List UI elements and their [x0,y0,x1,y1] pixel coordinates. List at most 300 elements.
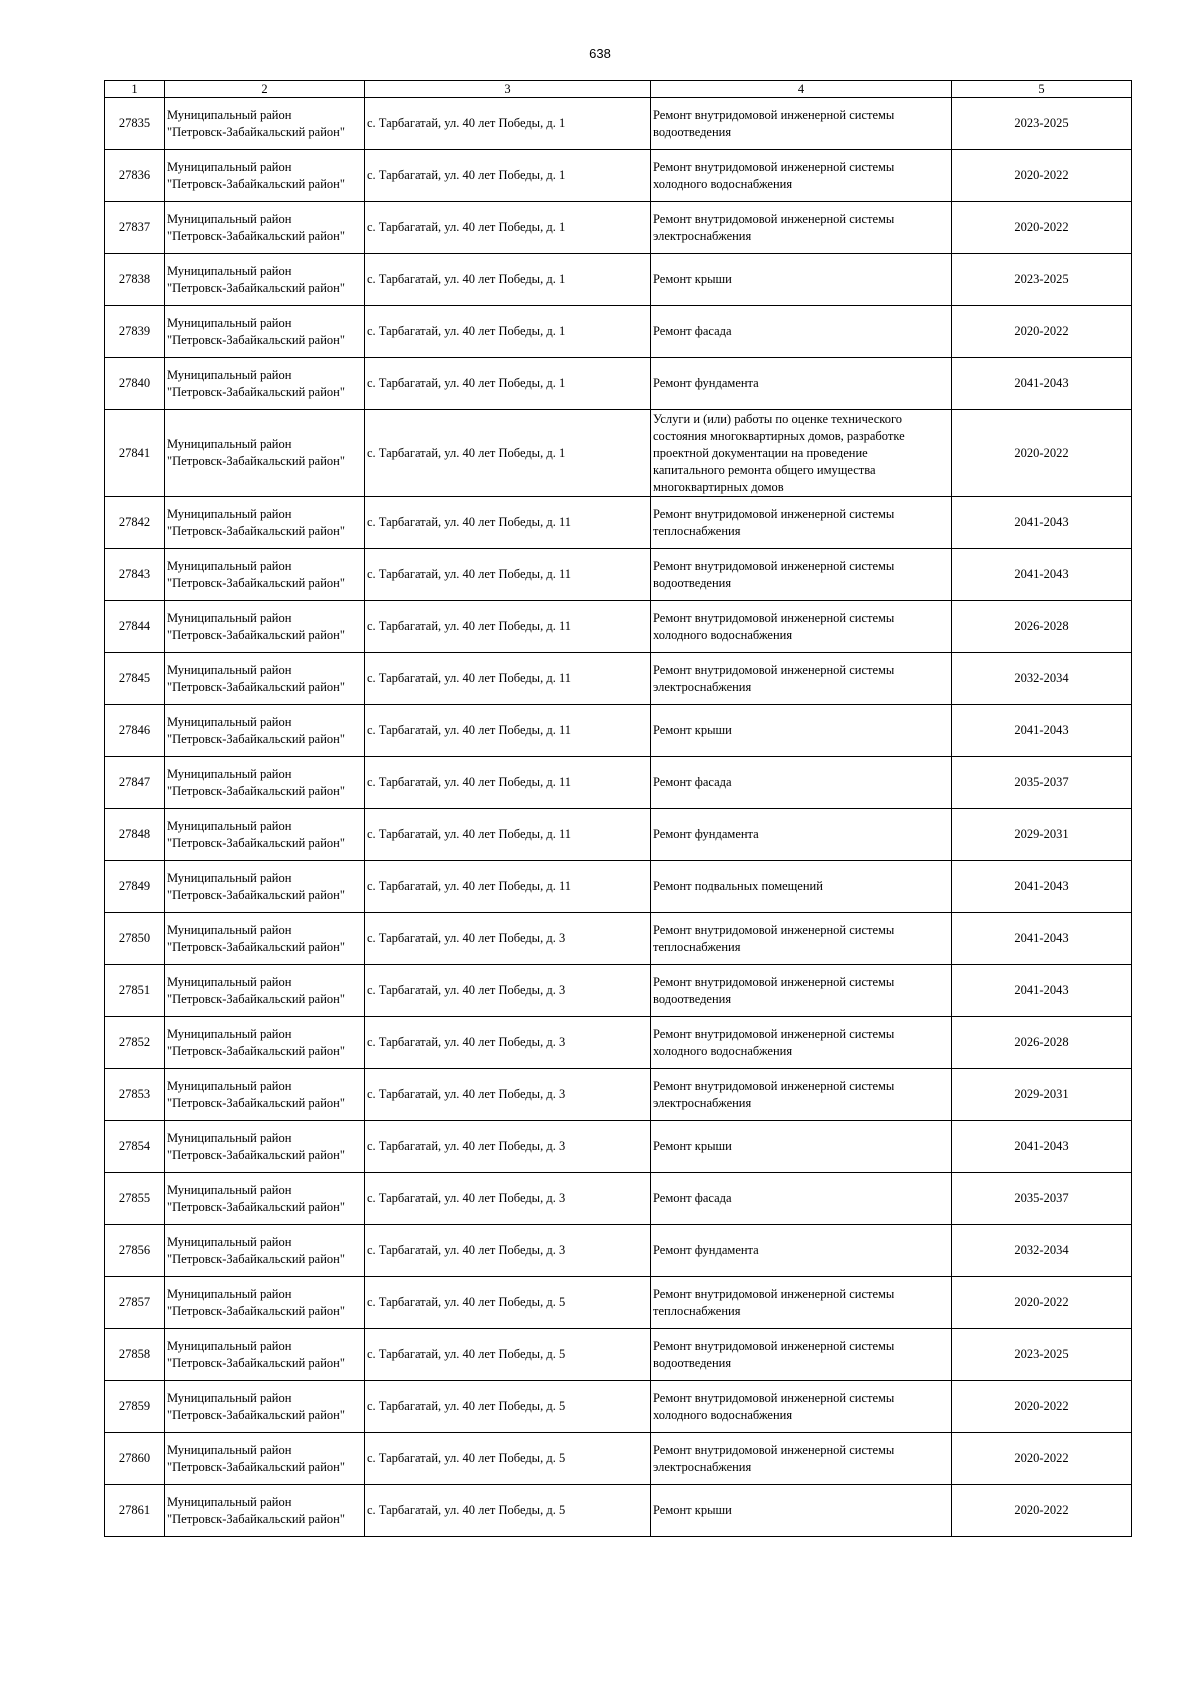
period-cell [952,1329,1132,1381]
address-cell [365,1381,651,1433]
period-cell [952,1173,1132,1225]
table-row [105,98,1132,150]
municipality-cell [165,913,365,965]
row-number [105,809,165,861]
municipality-cell [165,306,365,358]
municipality-cell [165,1485,365,1537]
table-row [105,150,1132,202]
address-cell-text: с. Тарбагатай, ул. 40 лет Победы, д. 1 [367,376,566,390]
municipality-cell-text: Муниципальный район "Петровск-Забайкальский район" [167,159,345,191]
municipality-cell [165,497,365,549]
row-number-text: 27851 [118,983,151,997]
row-number-text: 27852 [118,1035,151,1049]
address-cell-text: с. Тарбагатай, ул. 40 лет Победы, д. 5 [367,1503,566,1517]
period-cell-text: 2035-2037 [1014,775,1069,789]
address-cell [365,861,651,913]
municipality-cell-text: Муниципальный район "Петровск-Забайкальский район" [167,870,345,902]
work-type-cell-text: Ремонт фундамента [653,376,759,390]
work-type-cell [651,98,952,150]
period-cell [952,98,1132,150]
municipality-cell [165,1017,365,1069]
period-cell-text: 2020-2022 [1014,324,1069,338]
table-row [105,1225,1132,1277]
municipality-cell [165,601,365,653]
table-row [105,1485,1132,1537]
work-type-cell-text: Ремонт крыши [653,1139,732,1153]
row-number [105,1225,165,1277]
address-cell-text: с. Тарбагатай, ул. 40 лет Победы, д. 5 [367,1451,566,1465]
table-row [105,705,1132,757]
table-row [105,1433,1132,1485]
row-number [105,202,165,254]
municipality-cell-text: Муниципальный район "Петровск-Забайкальский район" [167,506,345,538]
period-cell [952,254,1132,306]
row-number [105,601,165,653]
municipality-cell-text: Муниципальный район "Петровск-Забайкальский район" [167,437,345,468]
address-cell [365,913,651,965]
work-type-cell [651,757,952,809]
table-row [105,913,1132,965]
period-cell-text: 2020-2022 [1014,168,1069,182]
period-cell-text: 2020-2022 [1014,445,1069,460]
table-row [105,809,1132,861]
work-type-cell [651,1017,952,1069]
row-number-text: 27855 [118,1191,151,1205]
address-cell-text: с. Тарбагатай, ул. 40 лет Победы, д. 3 [367,983,566,997]
municipality-cell [165,965,365,1017]
work-type-cell [651,1069,952,1121]
municipality-cell [165,757,365,809]
table-row [105,1069,1132,1121]
address-cell [365,1433,651,1485]
period-cell-text: 2032-2034 [1014,1243,1069,1257]
municipality-cell-text: Муниципальный район "Петровск-Забайкальский район" [167,1026,345,1058]
municipality-cell-text: Муниципальный район "Петровск-Забайкальский район" [167,662,345,694]
work-type-cell-text: Ремонт внутридомовой инженерной системы водоотведения [653,558,895,590]
address-cell [365,358,651,410]
row-number [105,306,165,358]
period-cell [952,410,1132,497]
row-number-text: 27856 [118,1243,151,1257]
municipality-cell [165,98,365,150]
column-header-3: 3 [365,81,651,98]
work-type-cell-text: Ремонт внутридомовой инженерной системы теплоснабжения [653,922,895,954]
work-type-cell-text: Ремонт внутридомовой инженерной системы холодного водоснабжения [653,1026,895,1058]
municipality-cell [165,1173,365,1225]
period-cell-text: 2029-2031 [1014,1087,1069,1101]
period-cell [952,1381,1132,1433]
municipality-cell [165,202,365,254]
municipality-cell [165,809,365,861]
row-number-text: 27854 [118,1139,151,1153]
row-number-text: 27860 [118,1451,151,1465]
period-cell [952,653,1132,705]
period-cell-text: 2035-2037 [1014,1191,1069,1205]
period-cell-text: 2029-2031 [1014,827,1069,841]
address-cell-text: с. Тарбагатай, ул. 40 лет Победы, д. 11 [367,567,571,581]
work-type-cell-text: Ремонт внутридомовой инженерной системы водоотведения [653,974,895,1006]
page-number: 638 [589,46,611,61]
municipality-cell [165,1381,365,1433]
address-cell [365,705,651,757]
municipality-cell-text: Муниципальный район "Петровск-Забайкальский район" [167,714,345,746]
period-cell-text: 2041-2043 [1014,879,1069,893]
row-number [105,1121,165,1173]
period-cell [952,705,1132,757]
row-number-text: 27839 [118,324,151,338]
table-row [105,653,1132,705]
municipality-cell [165,1121,365,1173]
address-cell [365,1225,651,1277]
period-cell-text: 2023-2025 [1014,1347,1069,1361]
work-type-cell [651,497,952,549]
row-number [105,1329,165,1381]
work-type-cell [651,809,952,861]
repair-schedule-table [104,80,1132,1537]
period-cell-text: 2023-2025 [1014,116,1069,130]
row-number [105,1069,165,1121]
address-cell [365,410,651,497]
table-row [105,254,1132,306]
table-row [105,358,1132,410]
row-number-text: 27837 [118,220,151,234]
row-number [105,254,165,306]
address-cell-text: с. Тарбагатай, ул. 40 лет Победы, д. 3 [367,931,566,945]
row-number [105,98,165,150]
municipality-cell [165,1069,365,1121]
address-cell-text: с. Тарбагатай, ул. 40 лет Победы, д. 11 [367,775,571,789]
row-number [105,410,165,497]
row-number-text: 27849 [118,879,151,893]
address-cell-text: с. Тарбагатай, ул. 40 лет Победы, д. 5 [367,1295,566,1309]
address-cell [365,306,651,358]
address-cell-text: с. Тарбагатай, ул. 40 лет Победы, д. 1 [367,272,566,286]
column-header-2: 2 [165,81,365,98]
work-type-cell [651,202,952,254]
column-header-5: 5 [952,81,1132,98]
row-number [105,1277,165,1329]
work-type-cell [651,1381,952,1433]
row-number-text: 27861 [118,1503,151,1517]
municipality-cell [165,705,365,757]
municipality-cell-text: Муниципальный район "Петровск-Забайкальский район" [167,263,345,295]
period-cell-text: 2020-2022 [1014,1295,1069,1309]
address-cell-text: с. Тарбагатай, ул. 40 лет Победы, д. 11 [367,671,571,685]
work-type-cell [651,965,952,1017]
municipality-cell-text: Муниципальный район "Петровск-Забайкальский район" [167,1494,345,1526]
municipality-cell [165,1433,365,1485]
work-type-cell-text: Услуги и (или) работы по оценке технического состояния многоквартирных домов, разработке проектной документации на проведение капитального ремонта общего имущества многоквартирных домов [653,411,905,494]
address-cell [365,809,651,861]
work-type-cell [651,913,952,965]
municipality-cell [165,150,365,202]
work-type-cell [651,1329,952,1381]
municipality-cell [165,254,365,306]
municipality-cell-text: Муниципальный район "Петровск-Забайкальский район" [167,1130,345,1162]
work-type-cell [651,601,952,653]
period-cell [952,861,1132,913]
period-cell-text: 2026-2028 [1014,1035,1069,1049]
address-cell [365,549,651,601]
period-cell [952,1225,1132,1277]
address-cell-text: с. Тарбагатай, ул. 40 лет Победы, д. 1 [367,220,566,234]
work-type-cell [651,1433,952,1485]
period-cell [952,1069,1132,1121]
address-cell [365,1017,651,1069]
period-cell-text: 2041-2043 [1014,515,1069,529]
row-number [105,1485,165,1537]
municipality-cell-text: Муниципальный район "Петровск-Забайкальский район" [167,558,345,590]
municipality-cell-text: Муниципальный район "Петровск-Забайкальский район" [167,922,345,954]
work-type-cell-text: Ремонт фасада [653,775,732,789]
period-cell-text: 2041-2043 [1014,1139,1069,1153]
row-number-text: 27858 [118,1347,151,1361]
work-type-cell-text: Ремонт фасада [653,1191,732,1205]
table-row [105,306,1132,358]
address-cell-text: с. Тарбагатай, ул. 40 лет Победы, д. 11 [367,619,571,633]
municipality-cell-text: Муниципальный район "Петровск-Забайкальский район" [167,1078,345,1110]
row-number-text: 27846 [118,723,151,737]
address-cell [365,1485,651,1537]
municipality-cell-text: Муниципальный район "Петровск-Забайкальский район" [167,818,345,850]
municipality-cell [165,861,365,913]
table-row [105,1121,1132,1173]
row-number [105,358,165,410]
column-header-4: 4 [651,81,952,98]
municipality-cell-text: Муниципальный район "Петровск-Забайкальский район" [167,367,345,399]
period-cell [952,150,1132,202]
period-cell [952,965,1132,1017]
address-cell-text: с. Тарбагатай, ул. 40 лет Победы, д. 3 [367,1191,566,1205]
address-cell-text: с. Тарбагатай, ул. 40 лет Победы, д. 3 [367,1243,566,1257]
address-cell [365,254,651,306]
period-cell-text: 2041-2043 [1014,931,1069,945]
municipality-cell [165,1225,365,1277]
row-number [105,705,165,757]
period-cell [952,306,1132,358]
work-type-cell [651,1485,952,1537]
work-type-cell [651,306,952,358]
address-cell-text: с. Тарбагатай, ул. 40 лет Победы, д. 3 [367,1035,566,1049]
address-cell-text: с. Тарбагатай, ул. 40 лет Победы, д. 11 [367,879,571,893]
table-row [105,1017,1132,1069]
address-cell [365,965,651,1017]
period-cell [952,757,1132,809]
period-cell [952,601,1132,653]
period-cell-text: 2020-2022 [1014,220,1069,234]
work-type-cell-text: Ремонт внутридомовой инженерной системы теплоснабжения [653,1286,895,1318]
table-row [105,861,1132,913]
address-cell-text: с. Тарбагатай, ул. 40 лет Победы, д. 1 [367,445,566,460]
municipality-cell-text: Муниципальный район "Петровск-Забайкальский район" [167,610,345,642]
work-type-cell [651,705,952,757]
municipality-cell-text: Муниципальный район "Петровск-Забайкальский район" [167,1390,345,1422]
address-cell-text: с. Тарбагатай, ул. 40 лет Победы, д. 1 [367,116,566,130]
address-cell [365,1329,651,1381]
header-row [105,81,1132,98]
municipality-cell-text: Муниципальный район "Петровск-Забайкальский район" [167,1182,345,1214]
municipality-cell-text: Муниципальный район "Петровск-Забайкальский район" [167,1338,345,1370]
municipality-cell-text: Муниципальный район "Петровск-Забайкальский район" [167,1234,345,1266]
address-cell [365,202,651,254]
period-cell-text: 2020-2022 [1014,1399,1069,1413]
row-number-text: 27848 [118,827,151,841]
table-header [105,81,1132,98]
row-number-text: 27847 [118,775,151,789]
work-type-cell-text: Ремонт внутридомовой инженерной системы теплоснабжения [653,506,895,538]
municipality-cell-text: Муниципальный район "Петровск-Забайкальский район" [167,315,345,347]
municipality-cell [165,549,365,601]
table-row [105,202,1132,254]
work-type-cell [651,1173,952,1225]
period-cell [952,549,1132,601]
row-number [105,549,165,601]
period-cell-text: 2041-2043 [1014,567,1069,581]
row-number [105,1381,165,1433]
work-type-cell-text: Ремонт крыши [653,723,732,737]
period-cell-text: 2041-2043 [1014,983,1069,997]
period-cell [952,1017,1132,1069]
row-number-text: 27836 [118,168,151,182]
work-type-cell-text: Ремонт внутридомовой инженерной системы электроснабжения [653,1078,895,1110]
period-cell [952,358,1132,410]
work-type-cell [651,653,952,705]
row-number [105,757,165,809]
address-cell [365,653,651,705]
row-number [105,497,165,549]
period-cell-text: 2020-2022 [1014,1451,1069,1465]
address-cell [365,497,651,549]
period-cell [952,1121,1132,1173]
period-cell-text: 2020-2022 [1014,1503,1069,1517]
row-number [105,861,165,913]
municipality-cell-text: Муниципальный район "Петровск-Забайкальский район" [167,1442,345,1474]
work-type-cell-text: Ремонт внутридомовой инженерной системы электроснабжения [653,211,895,243]
work-type-cell [651,1121,952,1173]
period-cell-text: 2041-2043 [1014,376,1069,390]
work-type-cell [651,254,952,306]
row-number-text: 27835 [118,116,151,130]
work-type-cell [651,150,952,202]
municipality-cell [165,1329,365,1381]
work-type-cell [651,861,952,913]
work-type-cell [651,358,952,410]
address-cell-text: с. Тарбагатай, ул. 40 лет Победы, д. 11 [367,723,571,737]
work-type-cell [651,410,952,497]
municipality-cell-text: Муниципальный район "Петровск-Забайкальский район" [167,211,345,243]
work-type-cell-text: Ремонт фасада [653,324,732,338]
work-type-cell-text: Ремонт подвальных помещений [653,879,823,893]
period-cell [952,202,1132,254]
address-cell-text: с. Тарбагатай, ул. 40 лет Победы, д. 5 [367,1347,566,1361]
row-number [105,1433,165,1485]
work-type-cell-text: Ремонт крыши [653,1503,732,1517]
row-number [105,913,165,965]
work-type-cell-text: Ремонт внутридомовой инженерной системы холодного водоснабжения [653,610,895,642]
row-number [105,653,165,705]
work-type-cell-text: Ремонт внутридомовой инженерной системы электроснабжения [653,1442,895,1474]
period-cell-text: 2032-2034 [1014,671,1069,685]
table-row [105,410,1132,497]
table-body [105,98,1132,1537]
period-cell [952,1277,1132,1329]
table-row [105,1277,1132,1329]
period-cell [952,809,1132,861]
municipality-cell [165,1277,365,1329]
municipality-cell [165,358,365,410]
row-number [105,965,165,1017]
row-number-text: 27842 [118,515,151,529]
period-cell [952,913,1132,965]
work-type-cell-text: Ремонт фундамента [653,1243,759,1257]
table-row [105,1329,1132,1381]
address-cell-text: с. Тарбагатай, ул. 40 лет Победы, д. 11 [367,515,571,529]
work-type-cell-text: Ремонт внутридомовой инженерной системы водоотведения [653,107,895,139]
row-number [105,150,165,202]
period-cell [952,1485,1132,1537]
work-type-cell-text: Ремонт внутридомовой инженерной системы холодного водоснабжения [653,159,895,191]
address-cell-text: с. Тарбагатай, ул. 40 лет Победы, д. 3 [367,1139,566,1153]
municipality-cell-text: Муниципальный район "Петровск-Забайкальский район" [167,1286,345,1318]
column-header-1: 1 [105,81,165,98]
address-cell-text: с. Тарбагатай, ул. 40 лет Победы, д. 11 [367,827,571,841]
address-cell [365,1277,651,1329]
table-row [105,965,1132,1017]
address-cell [365,601,651,653]
address-cell [365,98,651,150]
table-row [105,497,1132,549]
period-cell-text: 2026-2028 [1014,619,1069,633]
address-cell-text: с. Тарбагатай, ул. 40 лет Победы, д. 1 [367,168,566,182]
address-cell [365,1069,651,1121]
row-number [105,1173,165,1225]
municipality-cell-text: Муниципальный район "Петровск-Забайкальский район" [167,974,345,1006]
work-type-cell-text: Ремонт внутридомовой инженерной системы электроснабжения [653,662,895,694]
address-cell [365,150,651,202]
table-row [105,601,1132,653]
work-type-cell-text: Ремонт внутридомовой инженерной системы водоотведения [653,1338,895,1370]
row-number-text: 27859 [118,1399,151,1413]
address-cell [365,1173,651,1225]
row-number-text: 27857 [118,1295,151,1309]
municipality-cell [165,653,365,705]
row-number-text: 27845 [118,671,151,685]
row-number [105,1017,165,1069]
work-type-cell [651,1225,952,1277]
work-type-cell-text: Ремонт крыши [653,272,732,286]
table-row [105,1381,1132,1433]
work-type-cell-text: Ремонт фундамента [653,827,759,841]
municipality-cell-text: Муниципальный район "Петровск-Забайкальский район" [167,107,345,139]
row-number-text: 27838 [118,272,151,286]
row-number-text: 27840 [118,376,151,390]
row-number-text: 27844 [118,619,151,633]
row-number-text: 27843 [118,567,151,581]
table-row [105,549,1132,601]
address-cell [365,757,651,809]
address-cell-text: с. Тарбагатай, ул. 40 лет Победы, д. 1 [367,324,566,338]
table-row [105,1173,1132,1225]
work-type-cell [651,549,952,601]
period-cell [952,1433,1132,1485]
row-number-text: 27841 [118,445,151,460]
address-cell-text: с. Тарбагатай, ул. 40 лет Победы, д. 5 [367,1399,566,1413]
period-cell-text: 2041-2043 [1014,723,1069,737]
address-cell [365,1121,651,1173]
municipality-cell [165,410,365,497]
table-row [105,757,1132,809]
row-number-text: 27850 [118,931,151,945]
